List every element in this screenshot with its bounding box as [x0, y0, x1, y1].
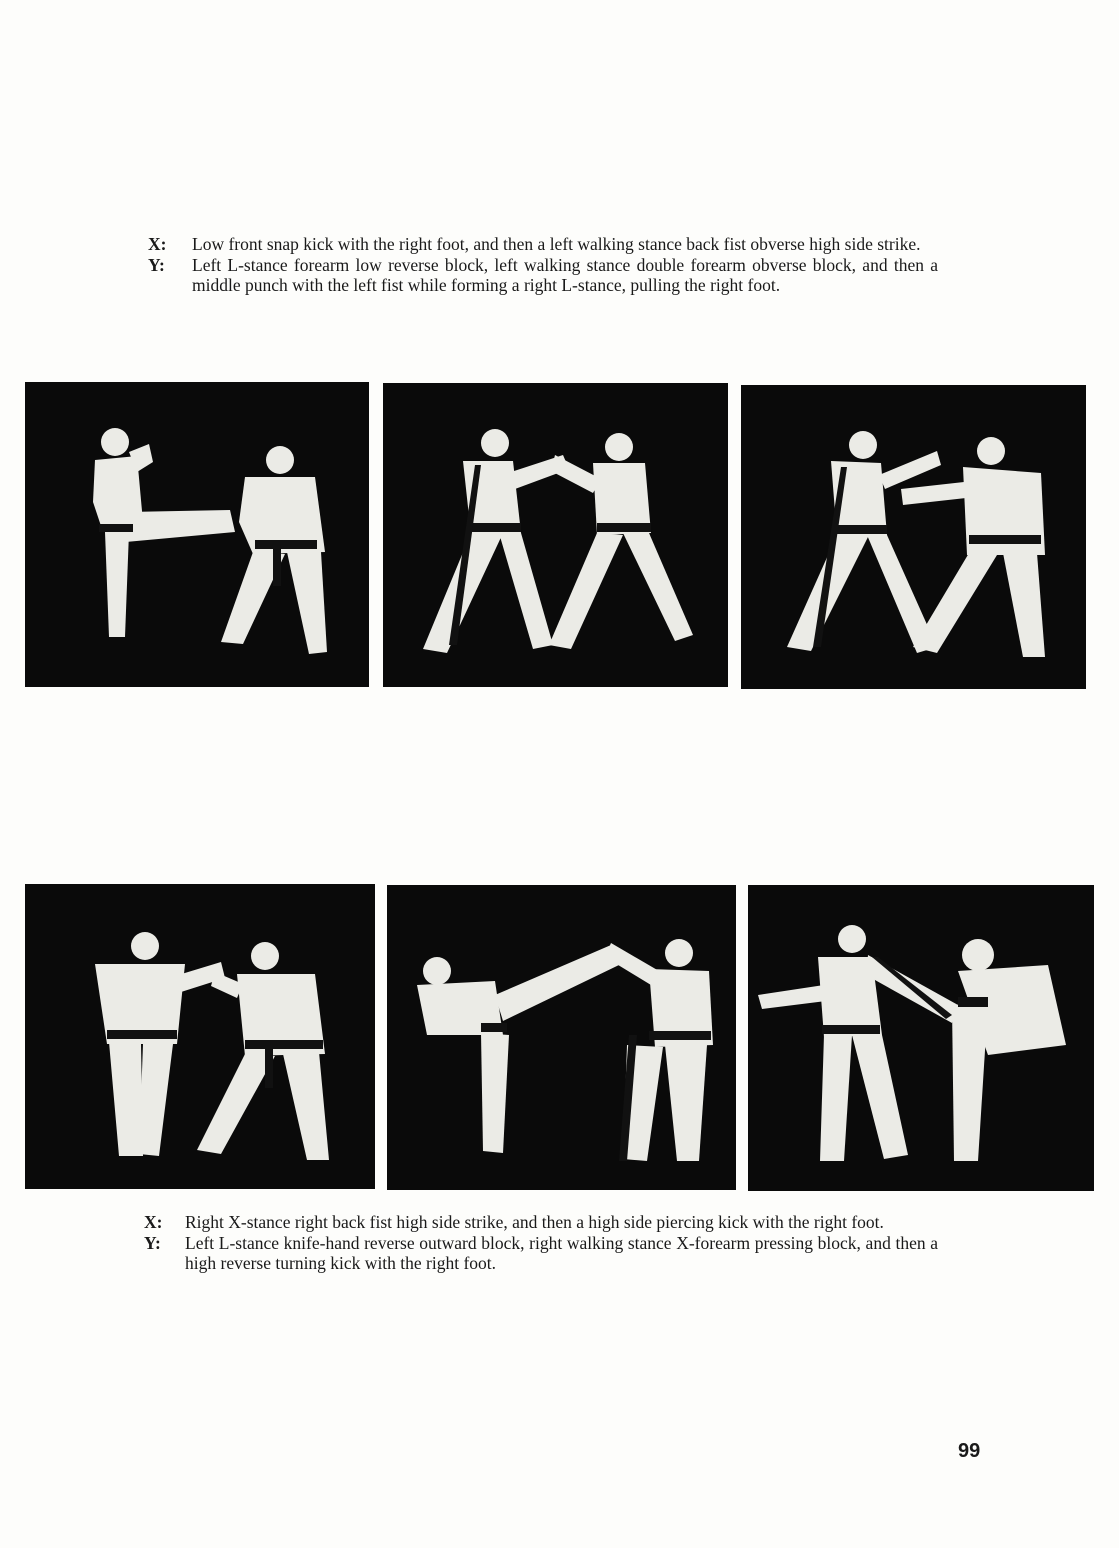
- photo-4-illustration: [25, 884, 375, 1189]
- caption-y-line: [144, 1233, 938, 1273]
- caption-x-line: [144, 1212, 938, 1232]
- photo-middle-punch: [741, 385, 1086, 689]
- photo-back-fist-strike: [25, 884, 375, 1189]
- photo-double-forearm-block: [383, 383, 728, 687]
- photo-reverse-turning-kick: [748, 885, 1094, 1191]
- photo-1-illustration: [25, 382, 369, 687]
- photo-side-piercing-kick: [387, 885, 736, 1190]
- bottom-caption: [144, 1212, 938, 1274]
- caption-y-text: Left L-stance knife-hand reverse outward block, right walking stance X-forearm pressing block, and then a high reverse turning kick with the right foot.: [185, 1233, 938, 1273]
- top-caption: [148, 234, 938, 296]
- caption-y-text: Left L-stance forearm low reverse block, left walking stance double forearm obverse block, and then a middle punch with the left fist while forming a right L-stance, pulling the right foot.: [192, 255, 938, 295]
- caption-x-key: X:: [148, 234, 167, 254]
- caption-y-key: Y:: [144, 1233, 161, 1253]
- photo-6-illustration: [748, 885, 1094, 1191]
- photo-front-snap-kick: [25, 382, 369, 687]
- caption-y-line: [148, 255, 938, 295]
- caption-x-text: Low front snap kick with the right foot, and then a left walking stance back fist obverse high side strike.: [192, 234, 921, 254]
- page-number: 99: [958, 1440, 981, 1462]
- caption-x-line: [148, 234, 938, 254]
- photo-5-illustration: [387, 885, 736, 1190]
- caption-x-key: X:: [144, 1212, 163, 1232]
- photo-2-illustration: [383, 383, 728, 687]
- caption-x-text: Right X-stance right back fist high side strike, and then a high side piercing kick with the right foot.: [185, 1212, 884, 1232]
- caption-y-key: Y:: [148, 255, 165, 275]
- photo-3-illustration: [741, 385, 1086, 689]
